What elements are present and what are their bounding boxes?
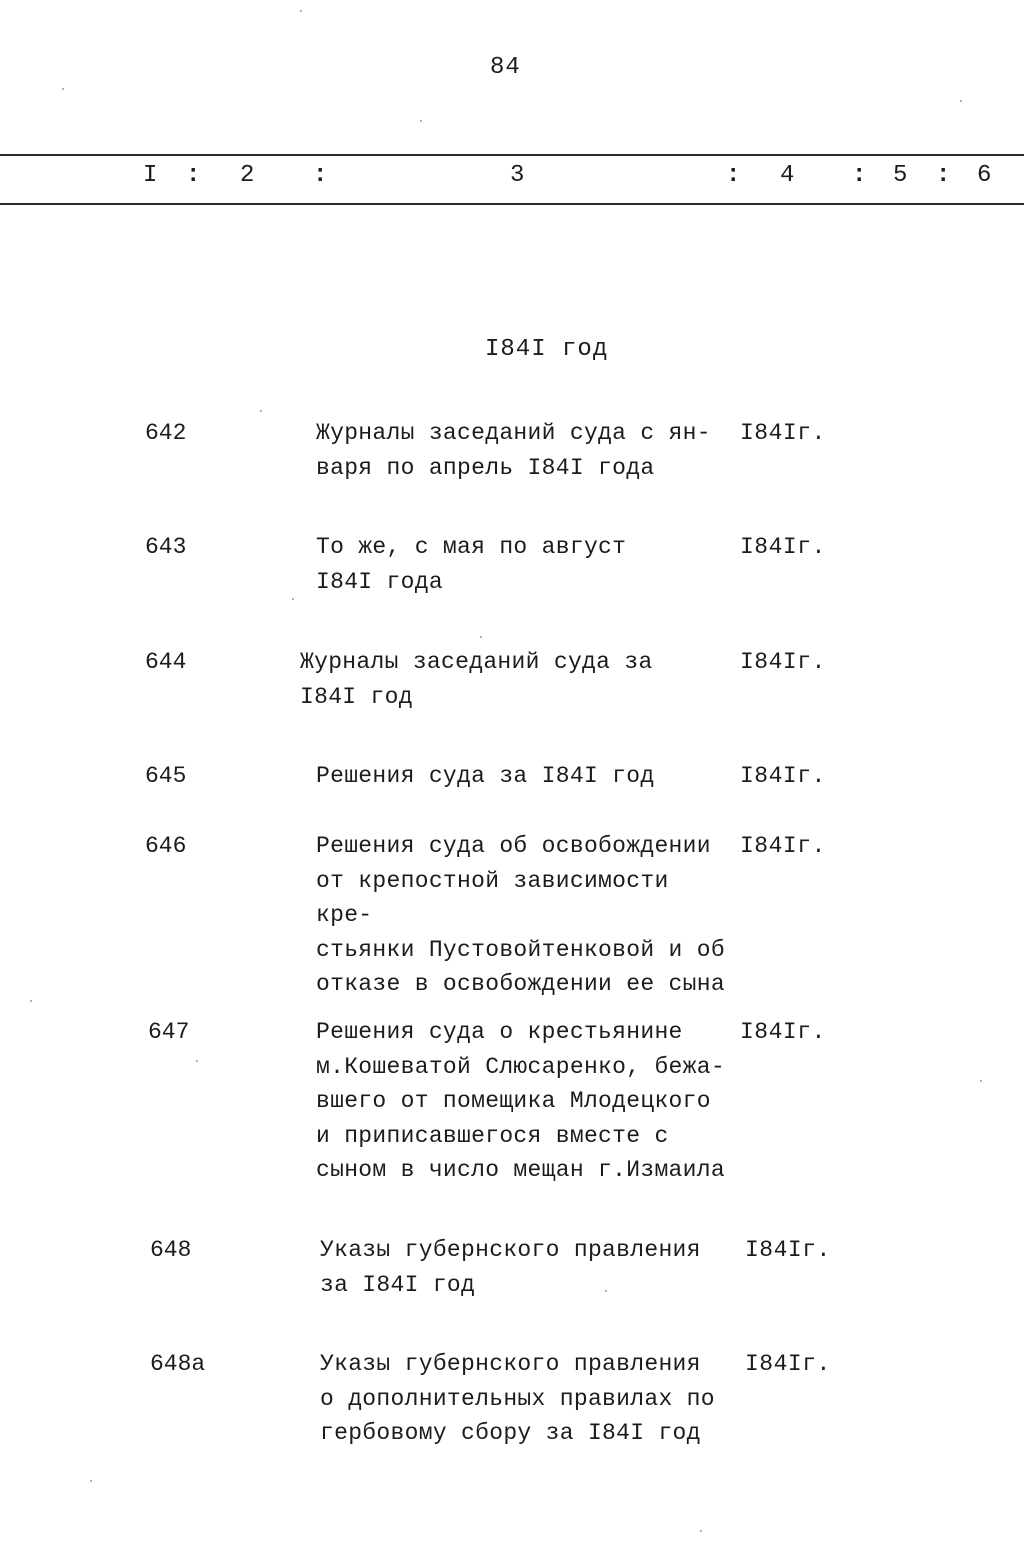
scan-speck (480, 636, 482, 638)
entry-title: Решения суда о крестьянине м.Кошеватой Слюсаренко, бежа- вшего от помещика Млодецкого и приписавшегося вместе с сыном в число мещан г.Измаила (316, 1019, 725, 1184)
scan-speck (300, 10, 302, 12)
column-separator: : (313, 162, 328, 189)
entry-date: I84Iг. (745, 1351, 831, 1377)
entry-date: I84Iг. (745, 1237, 831, 1263)
scan-speck (62, 88, 64, 90)
scan-speck (960, 100, 962, 102)
entry-number: 642 (145, 420, 187, 446)
entry-title: Указы губернского правления о дополнительных правилах по гербовому сбору за I84I год (320, 1351, 715, 1447)
column-header-6: 6 (977, 162, 992, 189)
entry-number: 644 (145, 649, 187, 675)
column-header-1: I (143, 162, 158, 189)
entry-date: I84Iг. (740, 420, 826, 446)
entry-title: Журналы заседаний суда за I84I год (300, 649, 653, 710)
column-separator: : (186, 162, 201, 189)
entry-number: 643 (145, 534, 187, 560)
column-header-3: 3 (510, 162, 525, 189)
entry-number: 646 (145, 833, 187, 859)
entry-number: 647 (148, 1019, 190, 1045)
scan-speck (420, 120, 422, 122)
scan-speck (980, 1080, 982, 1082)
entry-date: I84Iг. (740, 534, 826, 560)
entry-date: I84Iг. (740, 833, 826, 859)
entry-title: Журналы заседаний суда с ян- варя по апрель I84I года (316, 420, 711, 481)
header-bottom-rule (0, 203, 1024, 205)
entry-title: Решения суда за I84I год (316, 763, 655, 789)
column-header-5: 5 (893, 162, 908, 189)
entry-number: 648 (150, 1237, 192, 1263)
column-separator: : (852, 162, 867, 189)
scan-speck (292, 598, 294, 600)
entry-title: Решения суда об освобождении от крепостной зависимости кре- стьянки Пустовойтенковой и об отказе в освобождении ее сына (316, 833, 725, 998)
page-number: 84 (490, 54, 521, 81)
scan-speck (605, 1290, 607, 1292)
year-heading: I84I год (485, 336, 609, 363)
column-header-4: 4 (780, 162, 795, 189)
scan-speck (30, 1000, 32, 1002)
entry-number: 648а (150, 1351, 206, 1377)
column-separator: : (936, 162, 951, 189)
entry-number: 645 (145, 763, 187, 789)
entry-title: Указы губернского правления за I84I год (320, 1237, 701, 1298)
entry-date: I84Iг. (740, 1019, 826, 1045)
entry-title: То же, с мая по август I84I года (316, 534, 627, 595)
scan-speck (260, 410, 262, 412)
entry-date: I84Iг. (740, 763, 826, 789)
scan-speck (90, 1480, 92, 1482)
entry-date: I84Iг. (740, 649, 826, 675)
column-header-2: 2 (240, 162, 255, 189)
header-top-rule (0, 154, 1024, 156)
scan-speck (196, 1060, 198, 1062)
column-separator: : (726, 162, 741, 189)
scan-speck (700, 1530, 702, 1532)
